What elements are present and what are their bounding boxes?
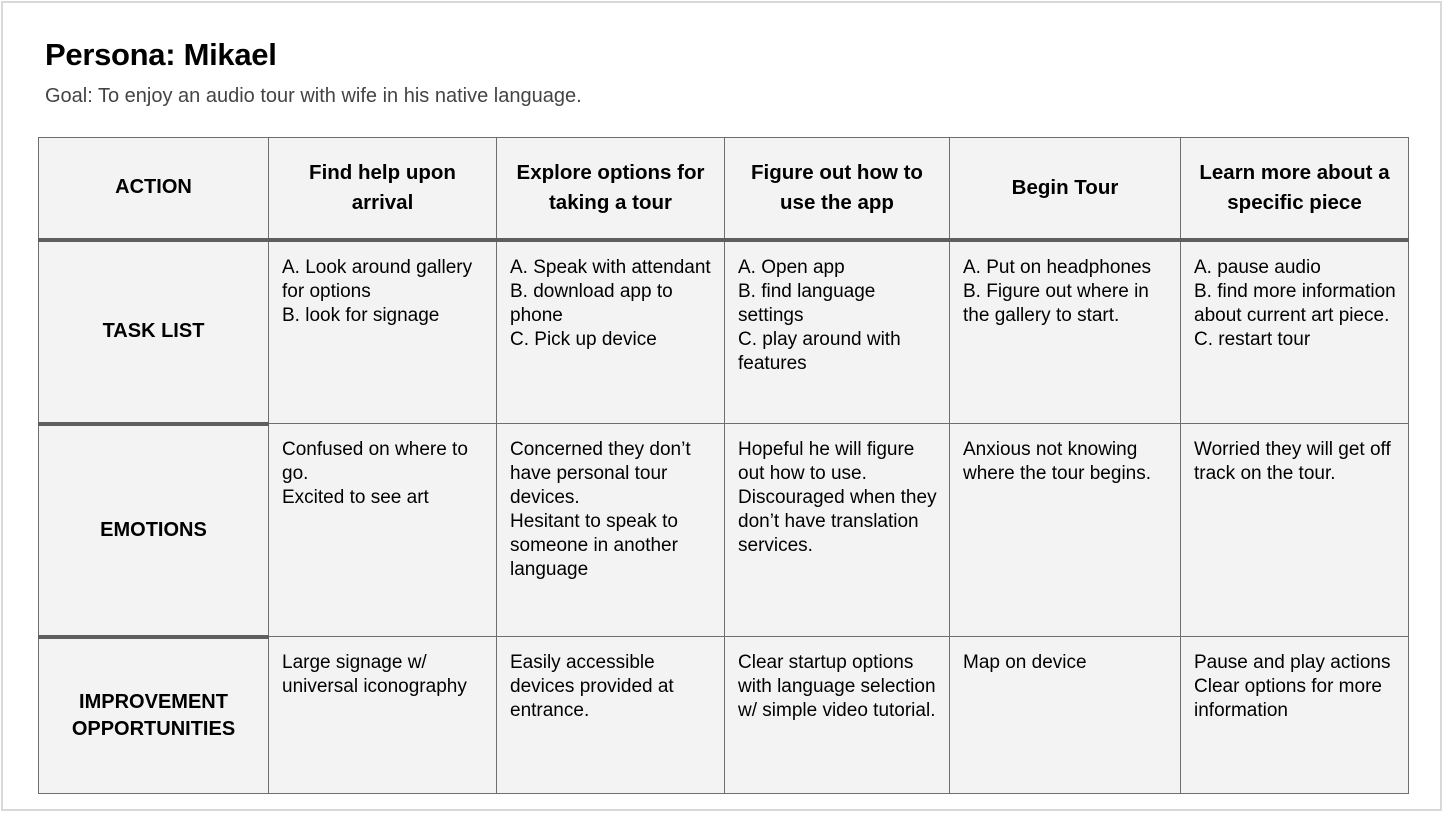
cell-line: B. download app to phone (510, 280, 673, 326)
cell-line: Clear startup options with language selection w/ simple video tutorial. (738, 652, 936, 721)
column-header-explore-options: Explore options for taking a tour (497, 138, 725, 240)
journey-map-table (38, 137, 1409, 794)
emotions-label: EMOTIONS (39, 424, 269, 637)
improvement-cell (725, 637, 950, 794)
column-header-figure-out-app: Figure out how to use the app (725, 138, 950, 240)
cell-line: Anxious not knowing where the tour begins. (963, 439, 1152, 484)
cell-line: B. look for signage (282, 304, 440, 326)
task-cell (725, 240, 950, 424)
cell-line: Hesitant to speak to someone in another language (510, 511, 678, 580)
cell-line: Confused on where to go. (282, 439, 468, 484)
improvement-opportunities-row (39, 637, 1409, 794)
cell-line: A. Speak with attendant (510, 256, 711, 278)
persona-title: Persona: Mikael (45, 37, 277, 72)
task-list-row (39, 240, 1409, 424)
cell-line: C. Pick up device (510, 328, 657, 350)
emotion-cell (950, 424, 1181, 637)
task-cell (497, 240, 725, 424)
improvement-cell (269, 637, 497, 794)
emotion-cell (1181, 424, 1409, 637)
emotion-cell (269, 424, 497, 637)
improvement-cell (497, 637, 725, 794)
action-header-row (39, 138, 1409, 240)
cell-line: Clear options for more information (1194, 676, 1382, 721)
emotion-cell (725, 424, 950, 637)
cell-line: C. restart tour (1194, 328, 1311, 350)
task-cell (1181, 240, 1409, 424)
cell-line: Large signage w/ universal iconography (282, 652, 467, 697)
cell-line: A. Open app (738, 256, 845, 278)
action-label: ACTION (39, 138, 269, 240)
emotions-row (39, 424, 1409, 637)
cell-line: B. find language settings (738, 280, 876, 326)
task-cell (269, 240, 497, 424)
column-header-learn-more: Learn more about a specific piece (1181, 138, 1409, 240)
cell-line: A. Look around gallery for options (282, 256, 473, 302)
improvement-cell (1181, 637, 1409, 794)
cell-line: B. find more information about current art piece. (1194, 280, 1396, 326)
cell-line: Hopeful he will figure out how to use. (738, 439, 915, 484)
cell-line: C. play around with features (738, 328, 901, 374)
task-cell (950, 240, 1181, 424)
column-header-begin-tour: Begin Tour (950, 138, 1181, 240)
cell-line: Easily accessible devices provided at entrance. (510, 652, 674, 721)
improvement-cell (950, 637, 1181, 794)
cell-line: B. Figure out where in the gallery to start. (963, 280, 1149, 326)
cell-line: Map on device (963, 652, 1087, 673)
emotion-cell (497, 424, 725, 637)
cell-line: Discouraged when they don’t have translation services. (738, 487, 937, 556)
column-header-find-help: Find help upon arrival (269, 138, 497, 240)
cell-line: Excited to see art (282, 487, 429, 508)
cell-line: Pause and play actions (1194, 652, 1391, 673)
task-list-label: TASK LIST (39, 240, 269, 424)
improvement-opportunities-label: IMPROVEMENT OPPORTUNITIES (39, 637, 269, 794)
cell-line: Concerned they don’t have personal tour devices. (510, 439, 691, 508)
cell-line: Worried they will get off track on the tour. (1194, 439, 1391, 484)
cell-line: A. Put on headphones (963, 256, 1152, 278)
journey-map-slide (1, 1, 1442, 811)
persona-goal: Goal: To enjoy an audio tour with wife in his native language. (45, 85, 582, 107)
cell-line: A. pause audio (1194, 256, 1321, 278)
